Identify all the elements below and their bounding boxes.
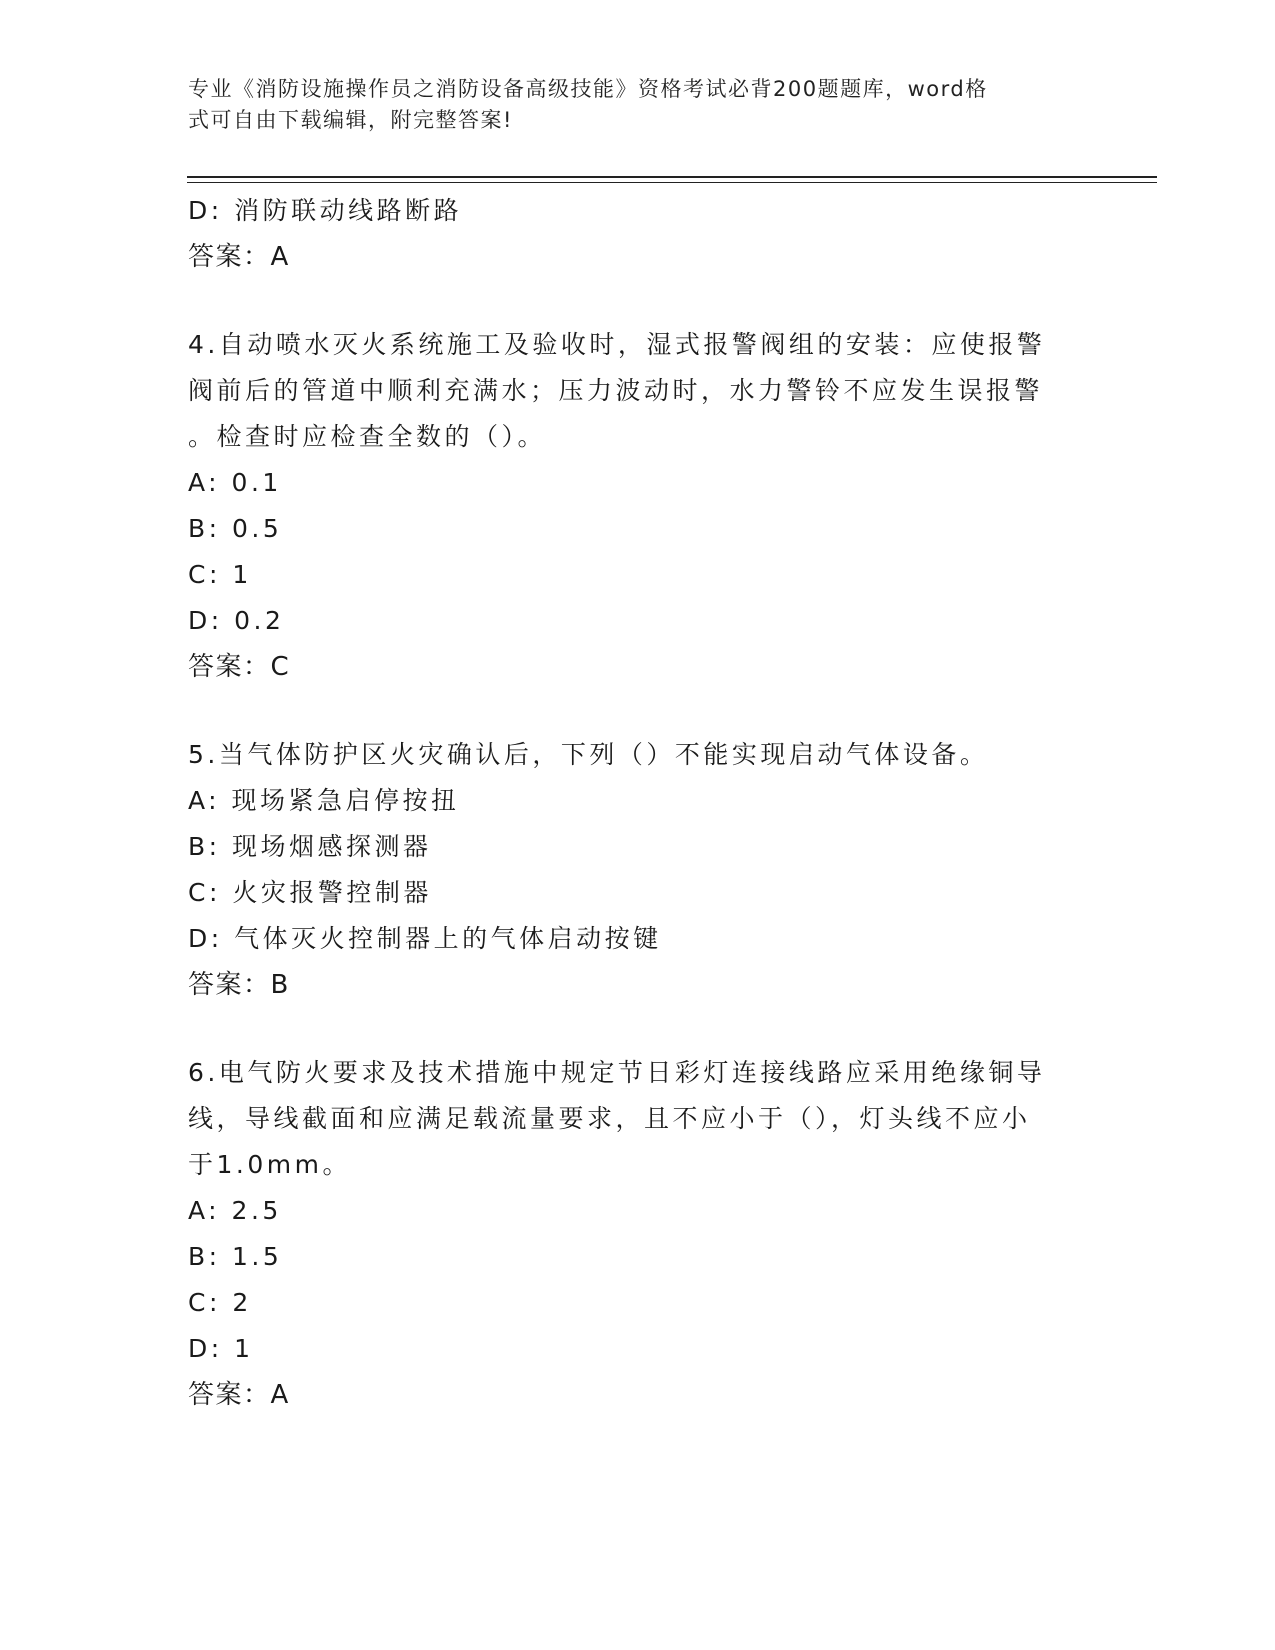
spacer — [188, 1008, 1068, 1050]
question-6-option-b: B: 1.5 — [188, 1242, 283, 1271]
continued-option-d: D: 消防联动线路断路 — [188, 196, 463, 225]
question-4-text-line-3: 。检查时应检查全数的（）。 — [188, 422, 547, 451]
question-6-option-d: D: 1 — [188, 1334, 254, 1363]
question-5 — [188, 732, 1068, 1008]
question-5-option-a: A: 现场紧急启停按扭 — [188, 786, 460, 815]
question-5-answer: 答案：B — [188, 970, 290, 1000]
question-6-answer: 答案：A — [188, 1380, 290, 1410]
question-6-text-line-2: 线，导线截面和应满足载流量要求，且不应小于（），灯头线不应小 — [188, 1104, 1031, 1133]
spacer — [188, 690, 1068, 732]
header-divider-thin — [187, 182, 1157, 183]
spacer — [188, 280, 1068, 322]
question-6 — [188, 1050, 1068, 1418]
question-5-option-b: B: 现场烟感探测器 — [188, 832, 432, 861]
question-4-option-a: A: 0.1 — [188, 468, 282, 497]
header-line-2: 式可自由下载编辑，附完整答案! — [188, 108, 513, 132]
question-5-option-d: D: 气体灭火控制器上的气体启动按键 — [188, 924, 662, 953]
question-4-option-b: B: 0.5 — [188, 514, 283, 543]
question-4-answer: 答案：C — [188, 652, 291, 682]
question-4-option-d: D: 0.2 — [188, 606, 285, 635]
question-list — [188, 188, 1068, 1418]
question-5-option-c: C: 火灾报警控制器 — [188, 878, 432, 907]
continued-answer: 答案：A — [188, 242, 290, 272]
question-4-text-line-2: 阀前后的管道中顺利充满水；压力波动时，水力警铃不应发生误报警 — [188, 376, 1044, 405]
question-6-option-a: A: 2.5 — [188, 1196, 282, 1225]
question-6-text-line-1: 6.电气防火要求及技术措施中规定节日彩灯连接线路应采用绝缘铜导 — [188, 1058, 1046, 1087]
question-4 — [188, 322, 1068, 690]
page-header — [188, 74, 1068, 136]
question-4-text-line-1: 4.自动喷水灭火系统施工及验收时，湿式报警阀组的安装：应使报警 — [188, 330, 1046, 359]
header-divider-thick — [187, 176, 1157, 178]
question-4-option-c: C: 1 — [188, 560, 252, 589]
question-6-option-c: C: 2 — [188, 1288, 252, 1317]
question-6-text-line-3: 于1.0mm。 — [188, 1150, 351, 1179]
question-5-text-line-1: 5.当气体防护区火灾确认后，下列（）不能实现启动气体设备。 — [188, 740, 989, 769]
header-line-1: 专业《消防设施操作员之消防设备高级技能》资格考试必背200题题库，word格 — [188, 77, 988, 101]
